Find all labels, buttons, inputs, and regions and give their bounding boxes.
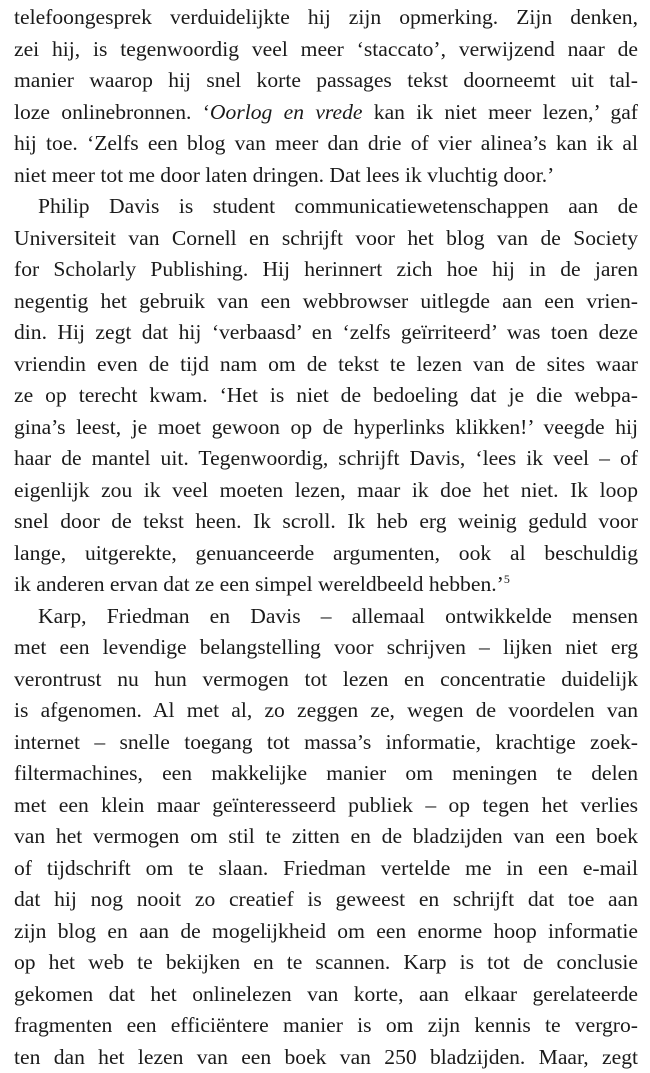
text-line: Philip Davis is student communicatiewetenschappen aan de bbox=[14, 191, 638, 223]
text-line: din. Hij zegt dat hij ‘verbaasd’ en ‘zelfs geïrriteerd’ was toen deze bbox=[14, 317, 638, 349]
text-line: op het web te bekijken en te scannen. Karp is tot de conclusie bbox=[14, 947, 638, 979]
text-line: niet meer tot me door laten dringen. Dat lees ik vluchtig door.’ bbox=[14, 160, 638, 192]
text-line: filtermachines, een makkelijke manier om meningen te delen bbox=[14, 758, 638, 790]
text-line: vriendin even de tijd nam om de tekst te lezen van de sites waar bbox=[14, 349, 638, 381]
text-line: dat hij nog nooit zo creatief is geweest en schrijft dat toe aan bbox=[14, 884, 638, 916]
text-line: ze op terecht kwam. ‘Het is niet de bedoeling dat je die webpa- bbox=[14, 380, 638, 412]
text-run: kan ik niet meer lezen,’ gaf bbox=[362, 100, 638, 124]
text-line: hij toe. ‘Zelfs een blog van meer dan drie of vier alinea’s kan ik al bbox=[14, 128, 638, 160]
text-line: gina’s leest, je moet gewoon op de hyperlinks klikken!’ veegde hij bbox=[14, 412, 638, 444]
text-line: verontrust nu hun vermogen tot lezen en concentratie duidelijk bbox=[14, 664, 638, 696]
text-line: telefoongesprek verduidelijkte hij zijn opmerking. Zijn denken, bbox=[14, 2, 638, 34]
text-line: is afgenomen. Al met al, zo zeggen ze, wegen de voordelen van bbox=[14, 695, 638, 727]
text-line: negentig het gebruik van een webbrowser uitlegde aan een vrien- bbox=[14, 286, 638, 318]
text-line: for Scholarly Publishing. Hij herinnert zich hoe hij in de jaren bbox=[14, 254, 638, 286]
text-line: snel door de tekst heen. Ik scroll. Ik heb erg weinig geduld voor bbox=[14, 506, 638, 538]
footnote-marker: 5 bbox=[504, 572, 510, 586]
text-line: lange, uitgerekte, genuanceerde argumenten, ook al beschuldig bbox=[14, 538, 638, 570]
book-page bbox=[14, 2, 638, 1073]
text-run: ik anderen ervan dat ze een simpel wereldbeeld hebben.’ bbox=[14, 572, 504, 596]
text-line: fragmenten een efficiëntere manier is om zijn kennis te vergro- bbox=[14, 1010, 638, 1042]
text-line: Universiteit van Cornell en schrijft voor het blog van de Society bbox=[14, 223, 638, 255]
paragraph bbox=[14, 191, 638, 601]
text-line: van het vermogen om stil te zitten en de bladzijden van een boek bbox=[14, 821, 638, 853]
text-line: manier waarop hij snel korte passages tekst doorneemt uit tal- bbox=[14, 65, 638, 97]
text-line bbox=[14, 569, 638, 601]
text-line: gekomen dat het onlinelezen van korte, aan elkaar gerelateerde bbox=[14, 979, 638, 1011]
text-line: met een klein maar geïnteresseerd publiek – op tegen het verlies bbox=[14, 790, 638, 822]
paragraph bbox=[14, 2, 638, 191]
book-title-italic: Oorlog en vrede bbox=[210, 100, 363, 124]
text-line: internet – snelle toegang tot massa’s informatie, krachtige zoek- bbox=[14, 727, 638, 759]
text-line: Karp, Friedman en Davis – allemaal ontwikkelde mensen bbox=[14, 601, 638, 633]
paragraph bbox=[14, 601, 638, 1073]
text-line: zijn blog en aan de mogelijkheid om een enorme hoop informatie bbox=[14, 916, 638, 948]
text-line bbox=[14, 97, 638, 129]
text-line: of tijdschrift om te slaan. Friedman vertelde me in een e-mail bbox=[14, 853, 638, 885]
text-run: loze onlinebronnen. ‘ bbox=[14, 100, 210, 124]
text-line: haar de mantel uit. Tegenwoordig, schrijft Davis, ‘lees ik veel – of bbox=[14, 443, 638, 475]
text-line: met een levendige belangstelling voor schrijven – lijken niet erg bbox=[14, 632, 638, 664]
text-line: eigenlijk zou ik veel moeten lezen, maar ik doe het niet. Ik loop bbox=[14, 475, 638, 507]
text-line: zei hij, is tegenwoordig veel meer ‘staccato’, verwijzend naar de bbox=[14, 34, 638, 66]
text-line: ten dan het lezen van een boek van 250 bladzijden. Maar, zegt bbox=[14, 1042, 638, 1073]
